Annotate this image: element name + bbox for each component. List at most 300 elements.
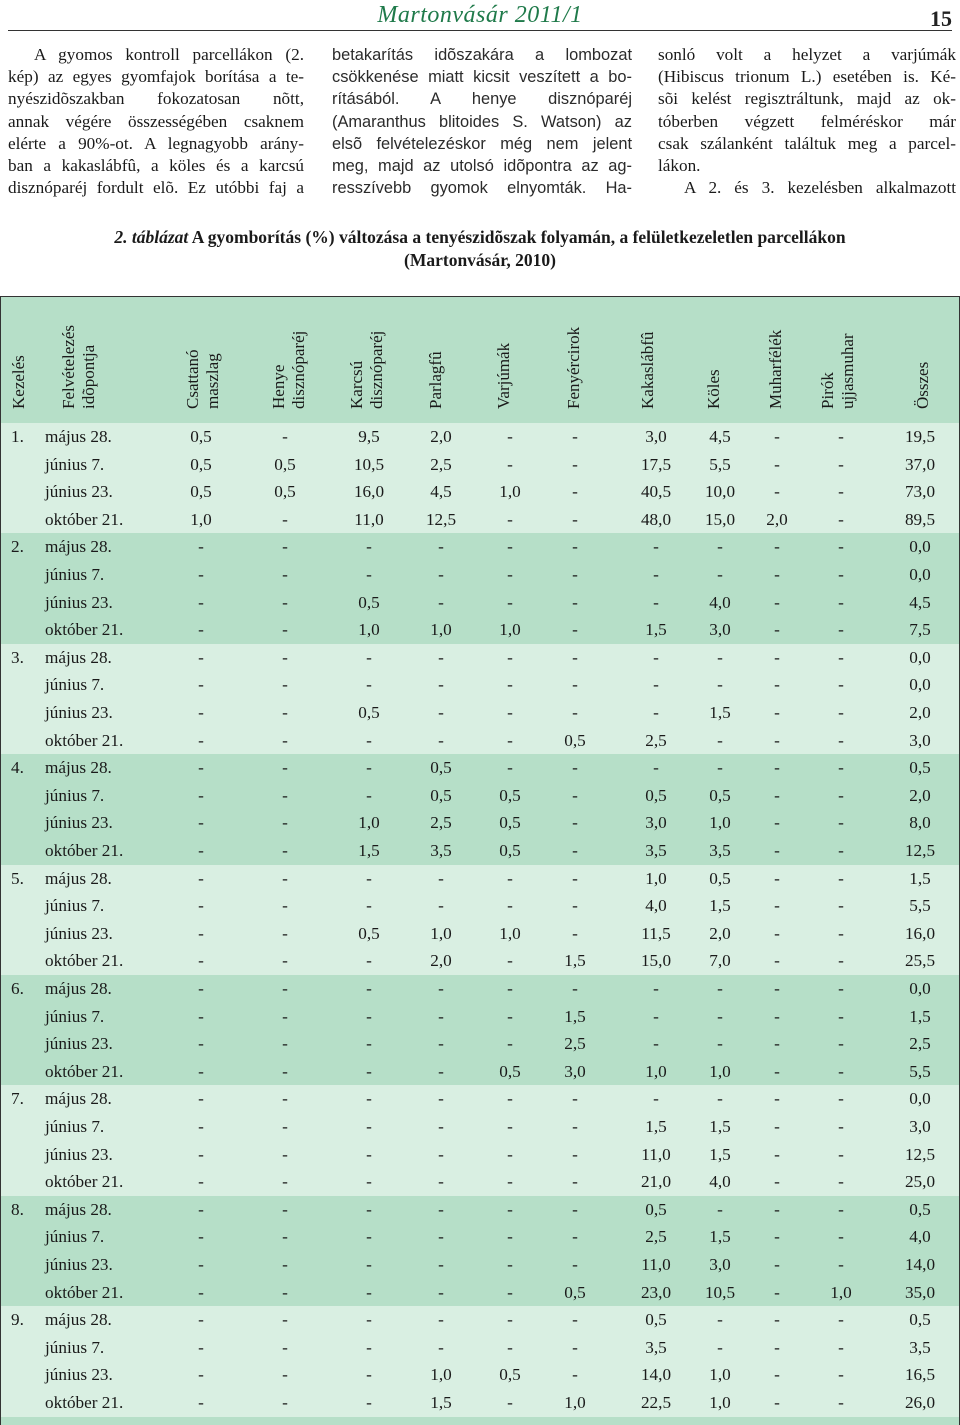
weed-cover-table xyxy=(0,296,960,1425)
value-cell: - xyxy=(366,1172,372,1192)
value-cell: - xyxy=(198,703,204,722)
value-cell: 2,0 xyxy=(430,427,452,446)
value-cell: - xyxy=(653,1034,659,1054)
value-cell: - xyxy=(282,537,288,557)
value-cell: 1,5 xyxy=(645,620,667,640)
value-cell: 5,5 xyxy=(709,454,731,474)
value-cell: 14,0 xyxy=(904,1255,936,1274)
date-cell: május 28. xyxy=(45,1310,112,1330)
value-cell: - xyxy=(282,730,288,750)
value-cell: 4,5 xyxy=(909,592,931,612)
table-row xyxy=(1,423,959,451)
value-cell: 0,0 xyxy=(909,537,931,557)
value-cell: - xyxy=(572,565,578,584)
table-row xyxy=(1,892,959,920)
value-cell: - xyxy=(507,1282,513,1302)
value-cell: 1,0 xyxy=(564,1393,586,1412)
value-cell: - xyxy=(438,703,444,722)
value-cell: 1,5 xyxy=(709,1227,731,1247)
value-cell: - xyxy=(438,1337,444,1357)
value-cell: - xyxy=(717,1034,723,1054)
table-row xyxy=(1,1279,959,1307)
value-cell: - xyxy=(774,565,780,584)
date-cell: május 28. xyxy=(45,979,112,998)
date-cell: június 7. xyxy=(45,675,105,695)
value-cell: 4,0 xyxy=(709,1172,731,1192)
value-cell: 16,5 xyxy=(904,1365,936,1385)
date-cell: október 21. xyxy=(45,620,124,640)
table-row xyxy=(1,1306,959,1334)
value-cell: - xyxy=(198,647,204,667)
value-cell: - xyxy=(438,1172,444,1192)
value-cell: - xyxy=(572,979,578,998)
table-row xyxy=(1,561,959,589)
table-row xyxy=(1,1168,959,1196)
value-cell: 3,0 xyxy=(909,1117,931,1136)
value-cell: 0,5 xyxy=(645,1199,667,1219)
page-number: 15 xyxy=(930,6,952,31)
value-cell: - xyxy=(774,1310,780,1330)
value-cell: - xyxy=(507,647,513,667)
value-cell: 1,5 xyxy=(645,1117,667,1136)
value-cell: - xyxy=(438,868,444,888)
table-row xyxy=(1,1003,959,1031)
value-cell: - xyxy=(282,1393,288,1412)
table-row xyxy=(1,1334,959,1362)
date-cell: június 7. xyxy=(45,1227,105,1247)
value-cell: - xyxy=(572,785,578,805)
value-cell: - xyxy=(838,1199,844,1219)
date-cell: május 28. xyxy=(45,758,112,778)
value-cell: - xyxy=(838,896,844,916)
table-row xyxy=(1,1389,959,1417)
date-cell: október 21. xyxy=(45,730,124,750)
value-cell: 1,0 xyxy=(358,813,380,833)
value-cell: - xyxy=(198,896,204,916)
value-cell: - xyxy=(774,1006,780,1026)
value-cell: - xyxy=(838,565,844,584)
value-cell: - xyxy=(838,703,844,722)
value-cell: 4,0 xyxy=(909,1227,931,1247)
text-line: rításából. A henye disznóparéj xyxy=(332,90,632,109)
value-cell: - xyxy=(282,620,288,640)
value-cell: - xyxy=(572,896,578,916)
value-cell: - xyxy=(198,675,204,695)
masthead: Martonvásár 2011/1 xyxy=(377,2,583,28)
text-column-2 xyxy=(332,44,632,199)
value-cell: - xyxy=(507,951,513,971)
value-cell: 1,0 xyxy=(645,1061,667,1081)
value-cell: - xyxy=(838,1365,844,1385)
value-cell: 2,0 xyxy=(766,509,788,529)
value-cell: 1,5 xyxy=(709,896,731,916)
value-cell: - xyxy=(282,979,288,998)
value-cell: 4,5 xyxy=(430,482,452,502)
value-cell: 5,5 xyxy=(909,896,931,916)
date-cell: május 28. xyxy=(45,1089,112,1109)
value-cell: 4,5 xyxy=(709,427,731,446)
table-header xyxy=(1,297,959,417)
text-line: nyészidõszakban fokozatosan nõtt, xyxy=(8,89,304,109)
value-cell: - xyxy=(572,1117,578,1136)
value-cell: - xyxy=(774,1393,780,1412)
value-cell: 1,5 xyxy=(909,868,931,888)
value-cell: - xyxy=(653,537,659,557)
value-cell: 1,5 xyxy=(709,1144,731,1164)
date-cell: október 21. xyxy=(45,1061,124,1081)
value-cell: - xyxy=(572,1255,578,1274)
date-cell: június 7. xyxy=(45,1337,105,1357)
value-cell: - xyxy=(438,592,444,612)
value-cell: - xyxy=(572,1365,578,1385)
value-cell: 0,5 xyxy=(430,758,452,778)
caption-title: A gyomborítás (%) változása a tenyészidõszak folyamán, a felületkezeletlen parcellákon xyxy=(188,227,846,247)
value-cell: - xyxy=(507,896,513,916)
value-cell: - xyxy=(282,703,288,722)
value-cell: - xyxy=(282,1199,288,1219)
value-cell: 15,0 xyxy=(640,951,672,971)
value-cell: - xyxy=(507,565,513,584)
value-cell: - xyxy=(717,1310,723,1330)
value-cell: 0,5 xyxy=(499,813,521,833)
value-cell: 73,0 xyxy=(904,482,936,502)
value-cell: - xyxy=(507,537,513,557)
value-cell: 12,5 xyxy=(425,509,457,529)
table-row xyxy=(1,782,959,810)
text-line: A gyomos kontroll parcellákon (2. xyxy=(34,45,304,64)
value-cell: - xyxy=(838,1255,844,1274)
value-cell: 1,0 xyxy=(499,482,521,502)
date-cell: június 23. xyxy=(45,923,113,943)
text-column-3 xyxy=(658,44,956,199)
value-cell: - xyxy=(438,1144,444,1164)
value-cell: - xyxy=(838,1117,844,1136)
value-cell: - xyxy=(507,730,513,750)
table-row xyxy=(1,451,959,479)
value-cell: - xyxy=(774,923,780,943)
value-cell: - xyxy=(198,1144,204,1164)
date-cell: május 28. xyxy=(45,868,112,888)
value-cell: 1,5 xyxy=(564,951,586,971)
value-cell: - xyxy=(507,1034,513,1054)
value-cell: 1,0 xyxy=(358,620,380,640)
value-cell: - xyxy=(366,1365,372,1385)
value-cell: - xyxy=(507,758,513,778)
value-cell: - xyxy=(198,1034,204,1054)
value-cell: - xyxy=(774,813,780,833)
value-cell: 1,5 xyxy=(709,703,731,722)
table-row xyxy=(1,727,959,755)
value-cell: - xyxy=(572,1310,578,1330)
value-cell: - xyxy=(838,675,844,695)
value-cell: - xyxy=(774,951,780,971)
value-cell: - xyxy=(774,1034,780,1054)
value-cell: - xyxy=(366,1144,372,1164)
table-caption xyxy=(60,226,900,272)
date-cell: október 21. xyxy=(45,951,124,971)
value-cell: - xyxy=(366,896,372,916)
value-cell: - xyxy=(282,896,288,916)
value-cell: - xyxy=(838,620,844,640)
value-cell: 1,5 xyxy=(430,1393,452,1412)
value-cell: 3,0 xyxy=(709,620,731,640)
value-cell: 12,5 xyxy=(904,1144,936,1164)
value-cell: - xyxy=(838,1089,844,1109)
value-cell: - xyxy=(366,730,372,750)
value-cell: 0,5 xyxy=(909,1310,931,1330)
column-header: Pirók ujjasmuhar xyxy=(818,333,857,409)
value-cell: - xyxy=(366,979,372,998)
value-cell: - xyxy=(438,1006,444,1026)
value-cell: - xyxy=(198,1006,204,1026)
value-cell: - xyxy=(366,1117,372,1136)
value-cell: - xyxy=(438,1034,444,1054)
value-cell: - xyxy=(838,758,844,778)
value-cell: - xyxy=(366,785,372,805)
value-cell: - xyxy=(507,1310,513,1330)
value-cell: - xyxy=(366,1282,372,1302)
table-row xyxy=(1,616,959,644)
value-cell: 0,5 xyxy=(499,1061,521,1081)
value-cell: - xyxy=(507,1089,513,1109)
column-header: Karcsú disznóparéj xyxy=(347,330,386,409)
value-cell: - xyxy=(438,1255,444,1274)
value-cell: - xyxy=(282,1282,288,1302)
value-cell: - xyxy=(438,647,444,667)
value-cell: - xyxy=(438,565,444,584)
value-cell: - xyxy=(438,730,444,750)
value-cell: 1,0 xyxy=(499,620,521,640)
value-cell: - xyxy=(438,675,444,695)
value-cell: - xyxy=(774,1365,780,1385)
value-cell: - xyxy=(774,675,780,695)
value-cell: - xyxy=(838,427,844,446)
table-row xyxy=(1,809,959,837)
date-cell: október 21. xyxy=(45,509,124,529)
value-cell: 1,0 xyxy=(709,813,731,833)
value-cell: - xyxy=(572,841,578,860)
value-cell: - xyxy=(774,1199,780,1219)
value-cell: - xyxy=(653,1089,659,1109)
text-line: disznóparéj fordult elõ. Ez utóbbi faj a xyxy=(8,178,304,198)
value-cell: - xyxy=(717,1199,723,1219)
value-cell: - xyxy=(774,620,780,640)
value-cell: 0,5 xyxy=(190,482,212,502)
value-cell: - xyxy=(774,1061,780,1081)
value-cell: 1,0 xyxy=(830,1282,852,1302)
value-cell: - xyxy=(282,923,288,943)
value-cell: - xyxy=(838,841,844,860)
treatment-id: 2. xyxy=(11,537,24,557)
header-rule xyxy=(8,30,952,31)
value-cell: - xyxy=(282,647,288,667)
date-cell: május 28. xyxy=(45,1199,112,1219)
value-cell: - xyxy=(717,758,723,778)
value-cell: - xyxy=(198,785,204,805)
value-cell: - xyxy=(838,1337,844,1357)
value-cell: - xyxy=(282,509,288,529)
value-cell: 1,5 xyxy=(564,1006,586,1026)
value-cell: - xyxy=(572,1089,578,1109)
value-cell: - xyxy=(198,1227,204,1247)
date-cell: június 23. xyxy=(45,592,113,612)
text-line: csökkenése miatt kicsit veszített a bo- xyxy=(332,68,632,87)
date-cell: június 23. xyxy=(45,703,113,722)
value-cell: - xyxy=(438,537,444,557)
value-cell: - xyxy=(438,1089,444,1109)
value-cell: 8,0 xyxy=(909,813,931,833)
value-cell: 37,0 xyxy=(904,454,936,474)
value-cell: - xyxy=(198,730,204,750)
value-cell: - xyxy=(572,620,578,640)
value-cell: - xyxy=(572,509,578,529)
value-cell: - xyxy=(838,1144,844,1164)
value-cell: - xyxy=(838,868,844,888)
value-cell: - xyxy=(198,951,204,971)
caption-line-2: (Martonvásár, 2010) xyxy=(404,250,556,270)
value-cell: - xyxy=(282,592,288,612)
value-cell: 2,5 xyxy=(645,730,667,750)
value-cell: 1,0 xyxy=(190,509,212,529)
value-cell: 2,5 xyxy=(909,1034,931,1054)
value-cell: - xyxy=(366,1393,372,1412)
date-cell: október 21. xyxy=(45,1282,124,1302)
value-cell: 0,5 xyxy=(274,482,296,502)
table-row xyxy=(1,1196,959,1224)
value-cell: - xyxy=(438,1199,444,1219)
value-cell: 0,0 xyxy=(909,565,931,584)
column-header: Parlagfû xyxy=(426,351,445,409)
value-cell: - xyxy=(366,758,372,778)
date-cell: október 21. xyxy=(45,1393,124,1412)
value-cell: - xyxy=(507,509,513,529)
value-cell: - xyxy=(198,758,204,778)
value-cell: - xyxy=(366,675,372,695)
table-row xyxy=(1,506,959,534)
column-header: Kakaslábfû xyxy=(638,331,657,409)
value-cell: 0,5 xyxy=(709,868,731,888)
value-cell: - xyxy=(774,703,780,722)
value-cell: - xyxy=(282,1337,288,1357)
value-cell: - xyxy=(838,813,844,833)
value-cell: - xyxy=(572,427,578,446)
value-cell: - xyxy=(507,454,513,474)
date-cell: június 23. xyxy=(45,1365,113,1385)
value-cell: - xyxy=(774,896,780,916)
value-cell: - xyxy=(507,592,513,612)
value-cell: - xyxy=(438,979,444,998)
value-cell: 3,0 xyxy=(645,813,667,833)
value-cell: 7,0 xyxy=(709,951,731,971)
value-cell: - xyxy=(572,758,578,778)
date-cell: június 7. xyxy=(45,785,105,805)
value-cell: - xyxy=(507,1172,513,1192)
value-cell: - xyxy=(282,841,288,860)
value-cell: 0,5 xyxy=(274,454,296,474)
table-row xyxy=(1,865,959,893)
column-header: Henye disznóparéj xyxy=(269,330,308,409)
value-cell: 0,5 xyxy=(645,785,667,805)
treatment-id: 5. xyxy=(11,868,24,888)
value-cell: 1,0 xyxy=(709,1061,731,1081)
table-row xyxy=(1,1085,959,1113)
value-cell: 0,0 xyxy=(909,675,931,695)
value-cell: - xyxy=(198,565,204,584)
value-cell: 11,0 xyxy=(641,1255,671,1274)
value-cell: 11,0 xyxy=(641,1144,671,1164)
date-cell: május 28. xyxy=(45,537,112,557)
column-header: Összes xyxy=(913,361,932,409)
value-cell: - xyxy=(717,1337,723,1357)
value-cell: - xyxy=(507,703,513,722)
date-cell: június 7. xyxy=(45,896,105,916)
value-cell: 15,0 xyxy=(704,509,736,529)
table-row xyxy=(1,975,959,1003)
value-cell: 19,5 xyxy=(904,427,936,446)
value-cell: 0,5 xyxy=(358,592,380,612)
date-cell: május 28. xyxy=(45,647,112,667)
value-cell: - xyxy=(282,813,288,833)
value-cell: - xyxy=(282,1117,288,1136)
value-cell: - xyxy=(282,1061,288,1081)
value-cell: - xyxy=(282,758,288,778)
value-cell: - xyxy=(774,427,780,446)
value-cell: 25,5 xyxy=(904,951,936,971)
value-cell: - xyxy=(572,1172,578,1192)
value-cell: - xyxy=(838,1310,844,1330)
caption-line-1 xyxy=(60,226,900,249)
value-cell: 0,5 xyxy=(190,454,212,474)
value-cell: - xyxy=(717,1089,723,1109)
value-cell: 0,5 xyxy=(909,758,931,778)
table-row xyxy=(1,699,959,727)
value-cell: 5,5 xyxy=(909,1061,931,1081)
value-cell: 3,5 xyxy=(645,841,667,860)
text-line: sõi kelést regisztráltunk, majd az ok- xyxy=(658,89,956,109)
value-cell: - xyxy=(198,979,204,998)
value-cell: - xyxy=(838,537,844,557)
value-cell: - xyxy=(282,1172,288,1192)
value-cell: 7,5 xyxy=(909,620,931,640)
value-cell: 1,0 xyxy=(430,1365,452,1385)
value-cell: 10,5 xyxy=(704,1282,736,1302)
value-cell: - xyxy=(653,758,659,778)
value-cell: - xyxy=(774,592,780,612)
value-cell: - xyxy=(507,1393,513,1412)
value-cell: 3,0 xyxy=(709,1255,731,1274)
value-cell: 11,5 xyxy=(641,923,671,943)
value-cell: - xyxy=(572,675,578,695)
text-line: A 2. és 3. kezelésben alkalmazott xyxy=(684,178,956,198)
value-cell: 0,5 xyxy=(358,923,380,943)
value-cell: 2,0 xyxy=(909,703,931,722)
column-header: Csattanó maszlag xyxy=(183,349,222,409)
value-cell: 23,0 xyxy=(640,1282,672,1302)
value-cell: 40,5 xyxy=(640,482,672,502)
value-cell: - xyxy=(198,1172,204,1192)
value-cell: - xyxy=(774,1117,780,1136)
text-line: betakarítás idõszakára a lombozat xyxy=(332,46,632,64)
value-cell: - xyxy=(717,675,723,695)
text-line: meg, majd az utolsó idõpontra az ag- xyxy=(332,157,632,176)
value-cell: - xyxy=(774,454,780,474)
table-row xyxy=(1,589,959,617)
value-cell: - xyxy=(282,427,288,446)
value-cell: - xyxy=(366,1089,372,1109)
value-cell: - xyxy=(572,1227,578,1247)
table-row xyxy=(1,671,959,699)
value-cell: 3,0 xyxy=(564,1061,586,1081)
